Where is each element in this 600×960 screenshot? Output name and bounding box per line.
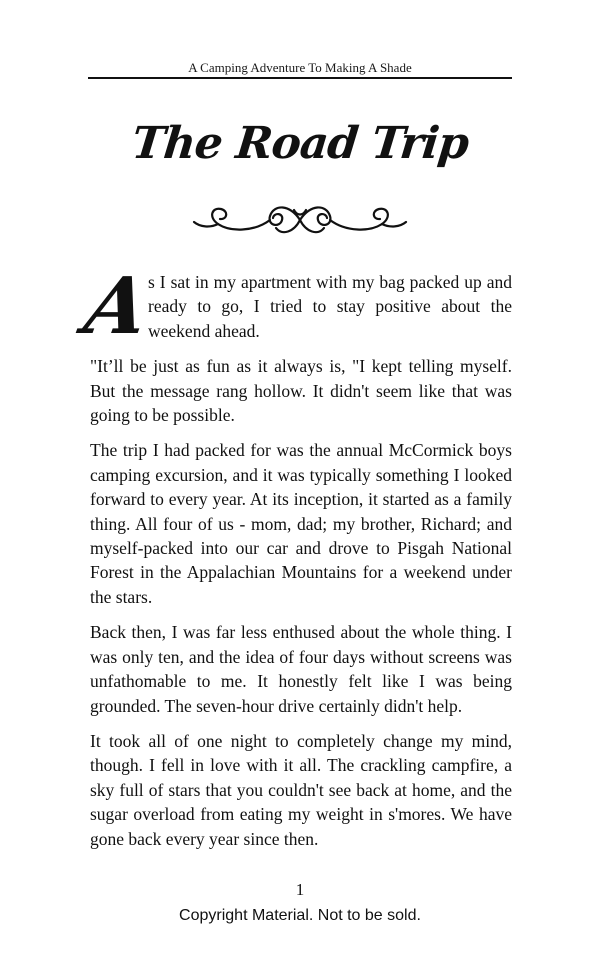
paragraph-4: Back then, I was far less enthused about the whole thing. I was only ten, and the idea of four days without screens was unfathomable to me. It honestly felt like I was being grounded. The seven-hour drive certainly didn't help. xyxy=(90,622,512,716)
header-divider xyxy=(88,77,512,79)
paragraph-1 xyxy=(78,261,512,352)
drop-cap: A xyxy=(78,261,155,352)
scroll-flourish-icon xyxy=(190,198,410,242)
page-number: 1 xyxy=(295,880,305,899)
chapter-title: The Road Trip xyxy=(129,118,471,169)
paragraph-text: s I sat in my apartment with my bag packed up and ready to go, I tried to stay positive about the weekend ahead. xyxy=(148,272,512,341)
copyright-notice: Copyright Material. Not to be sold. xyxy=(179,907,421,924)
paragraph-3: The trip I had packed for was the annual McCormick boys camping excursion, and it was typically something I looked forward to every year. At its inception, it started as a family thing. All four of us - mom, dad; my brother, Richard; and myself-packed into our car and drove to Pisgah National Forest in the Appalachian Mountains for a weekend under the stars. xyxy=(90,440,512,607)
paragraph-2: "It’ll be just as fun as it always is, "I kept telling myself. But the message rang hollow. It didn't seem like that was going to be possible. xyxy=(90,356,512,426)
chapter-body xyxy=(78,261,512,862)
paragraph-5: It took all of one night to completely change my mind, though. I fell in love with it all. The crackling campfire, a sky full of stars that you couldn't see back at home, and the sugar overload from eating my weight in s'mores. We have gone back every year since then. xyxy=(90,730,512,849)
running-header: A Camping Adventure To Making A Shade xyxy=(188,60,412,75)
